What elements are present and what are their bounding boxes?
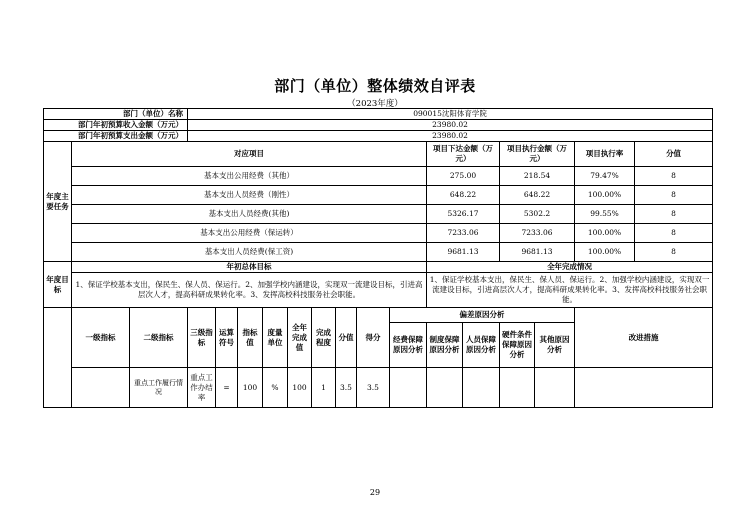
indicators-header-dev-hardware: 硬件条件保障原因分析 xyxy=(500,323,535,368)
indicators-header-level1: 一级指标 xyxy=(72,308,130,368)
indicators-header-row-1 xyxy=(44,308,713,323)
goals-initial-header: 年初总体目标 xyxy=(72,262,427,273)
indicator-operator: = xyxy=(216,368,238,408)
task-item: 基本支出人员经费(其他) xyxy=(72,205,427,224)
task-issued: 648.22 xyxy=(427,186,500,205)
task-row xyxy=(44,186,713,205)
task-issued: 275.00 xyxy=(427,167,500,186)
goals-header-row xyxy=(44,262,713,273)
indicators-header-dev-system: 制度保障原因分析 xyxy=(427,323,463,368)
task-issued: 9681.13 xyxy=(427,243,500,262)
income-label: 部门年初预算收入金额（万元） xyxy=(44,120,188,131)
expense-row xyxy=(44,131,713,142)
goals-completion-text: 1、保证学校基本支出，保民生、保人员、保运行。2、加强学校内涵建设，实现双一流建设目标，引进高层次人才，提高科研成果转化率。3、发挥高校科技服务社会职能。 xyxy=(427,273,713,308)
indicators-header-dev-personnel: 人员保障原因分析 xyxy=(463,323,500,368)
indicator-dev-system xyxy=(427,368,463,408)
task-executed: 648.22 xyxy=(500,186,575,205)
expense-label: 部门年初预算支出金额（万元） xyxy=(44,131,188,142)
dept-value: 090015沈阳体育学院 xyxy=(188,109,713,120)
task-item: 基本支出人员经费（刚性） xyxy=(72,186,427,205)
page-title: 部门（单位）整体绩效自评表 xyxy=(274,77,476,95)
tasks-header-item: 对应项目 xyxy=(72,142,427,167)
task-item: 基本支出人员经费(保工资) xyxy=(72,243,427,262)
indicator-degree: 1 xyxy=(312,368,336,408)
indicator-score: 3.5 xyxy=(357,368,390,408)
task-rate: 100.00% xyxy=(575,186,635,205)
expense-value: 23980.02 xyxy=(188,131,713,142)
task-row xyxy=(44,243,713,262)
goals-completion-header: 全年完成情况 xyxy=(427,262,713,273)
tasks-header-issued: 项目下达金额（万元） xyxy=(427,142,500,167)
indicator-unit: % xyxy=(263,368,288,408)
task-issued: 7233.06 xyxy=(427,224,500,243)
task-row xyxy=(44,205,713,224)
indicator-row xyxy=(44,368,713,408)
task-executed: 218.54 xyxy=(500,167,575,186)
task-row xyxy=(44,167,713,186)
indicator-actual: 100 xyxy=(288,368,312,408)
indicators-header-dev-funding: 经费保障原因分析 xyxy=(390,323,427,368)
task-issued: 5326.17 xyxy=(427,205,500,224)
indicators-header-level2: 二级指标 xyxy=(130,308,188,368)
tasks-section-label: 年度主要任务 xyxy=(44,142,72,262)
indicators-header-improve: 改进措施 xyxy=(575,308,713,368)
indicators-header-degree: 完成程度 xyxy=(312,308,336,368)
task-score-value: 8 xyxy=(635,205,713,224)
task-score-value: 8 xyxy=(635,186,713,205)
task-executed: 7233.06 xyxy=(500,224,575,243)
task-executed: 5302.2 xyxy=(500,205,575,224)
income-row xyxy=(44,120,713,131)
task-rate: 99.55% xyxy=(575,205,635,224)
tasks-header-rate: 项目执行率 xyxy=(575,142,635,167)
indicators-header-target: 指标值 xyxy=(238,308,263,368)
tasks-header-row xyxy=(44,142,713,167)
indicator-level3: 重点工作办结率 xyxy=(188,368,216,408)
dept-row xyxy=(44,109,713,120)
indicators-header-deviation: 偏差原因分析 xyxy=(390,308,575,323)
tasks-header-score-value: 分值 xyxy=(635,142,713,167)
task-rate: 100.00% xyxy=(575,224,635,243)
indicators-header-dev-other: 其他原因分析 xyxy=(535,323,575,368)
goals-section-label: 年度目标 xyxy=(44,262,72,308)
task-executed: 9681.13 xyxy=(500,243,575,262)
indicators-section-label xyxy=(44,308,72,408)
report-year: （2023年度） xyxy=(347,99,403,109)
indicators-header-level3: 三级指标 xyxy=(188,308,216,368)
goals-text-row xyxy=(44,273,713,308)
indicator-target: 100 xyxy=(238,368,263,408)
indicators-header-actual: 全年完成值 xyxy=(288,308,312,368)
page-number: 29 xyxy=(369,488,381,497)
task-row xyxy=(44,224,713,243)
indicator-dev-funding xyxy=(390,368,427,408)
performance-table xyxy=(43,108,713,408)
indicator-dev-personnel xyxy=(463,368,500,408)
indicator-level1 xyxy=(72,368,130,408)
indicator-improve xyxy=(575,368,713,408)
task-item: 基本支出公用经费（其他） xyxy=(72,167,427,186)
task-rate: 100.00% xyxy=(575,243,635,262)
dept-label: 部门（单位）名称 xyxy=(44,109,188,120)
indicators-header-unit: 度量单位 xyxy=(263,308,288,368)
indicators-header-score: 得分 xyxy=(357,308,390,368)
task-score-value: 8 xyxy=(635,224,713,243)
income-value: 23980.02 xyxy=(188,120,713,131)
indicator-level2: 重点工作履行情况 xyxy=(130,368,188,408)
indicator-dev-hardware xyxy=(500,368,535,408)
tasks-header-executed: 项目执行金额（万元） xyxy=(500,142,575,167)
task-score-value: 8 xyxy=(635,243,713,262)
task-score-value: 8 xyxy=(635,167,713,186)
goals-initial-text: 1、保证学校基本支出，保民生、保人员、保运行。2、加强学校内涵建设，实现双一流建设目标，引进高层次人才，提高科研成果转化率。3、发挥高校科技服务社会职能。 xyxy=(72,273,427,308)
indicator-score-value: 3.5 xyxy=(336,368,357,408)
indicator-dev-other xyxy=(535,368,575,408)
task-rate: 79.47% xyxy=(575,167,635,186)
indicators-header-operator: 运算符号 xyxy=(216,308,238,368)
task-item: 基本支出公用经费（保运转） xyxy=(72,224,427,243)
indicators-header-score-value: 分值 xyxy=(336,308,357,368)
